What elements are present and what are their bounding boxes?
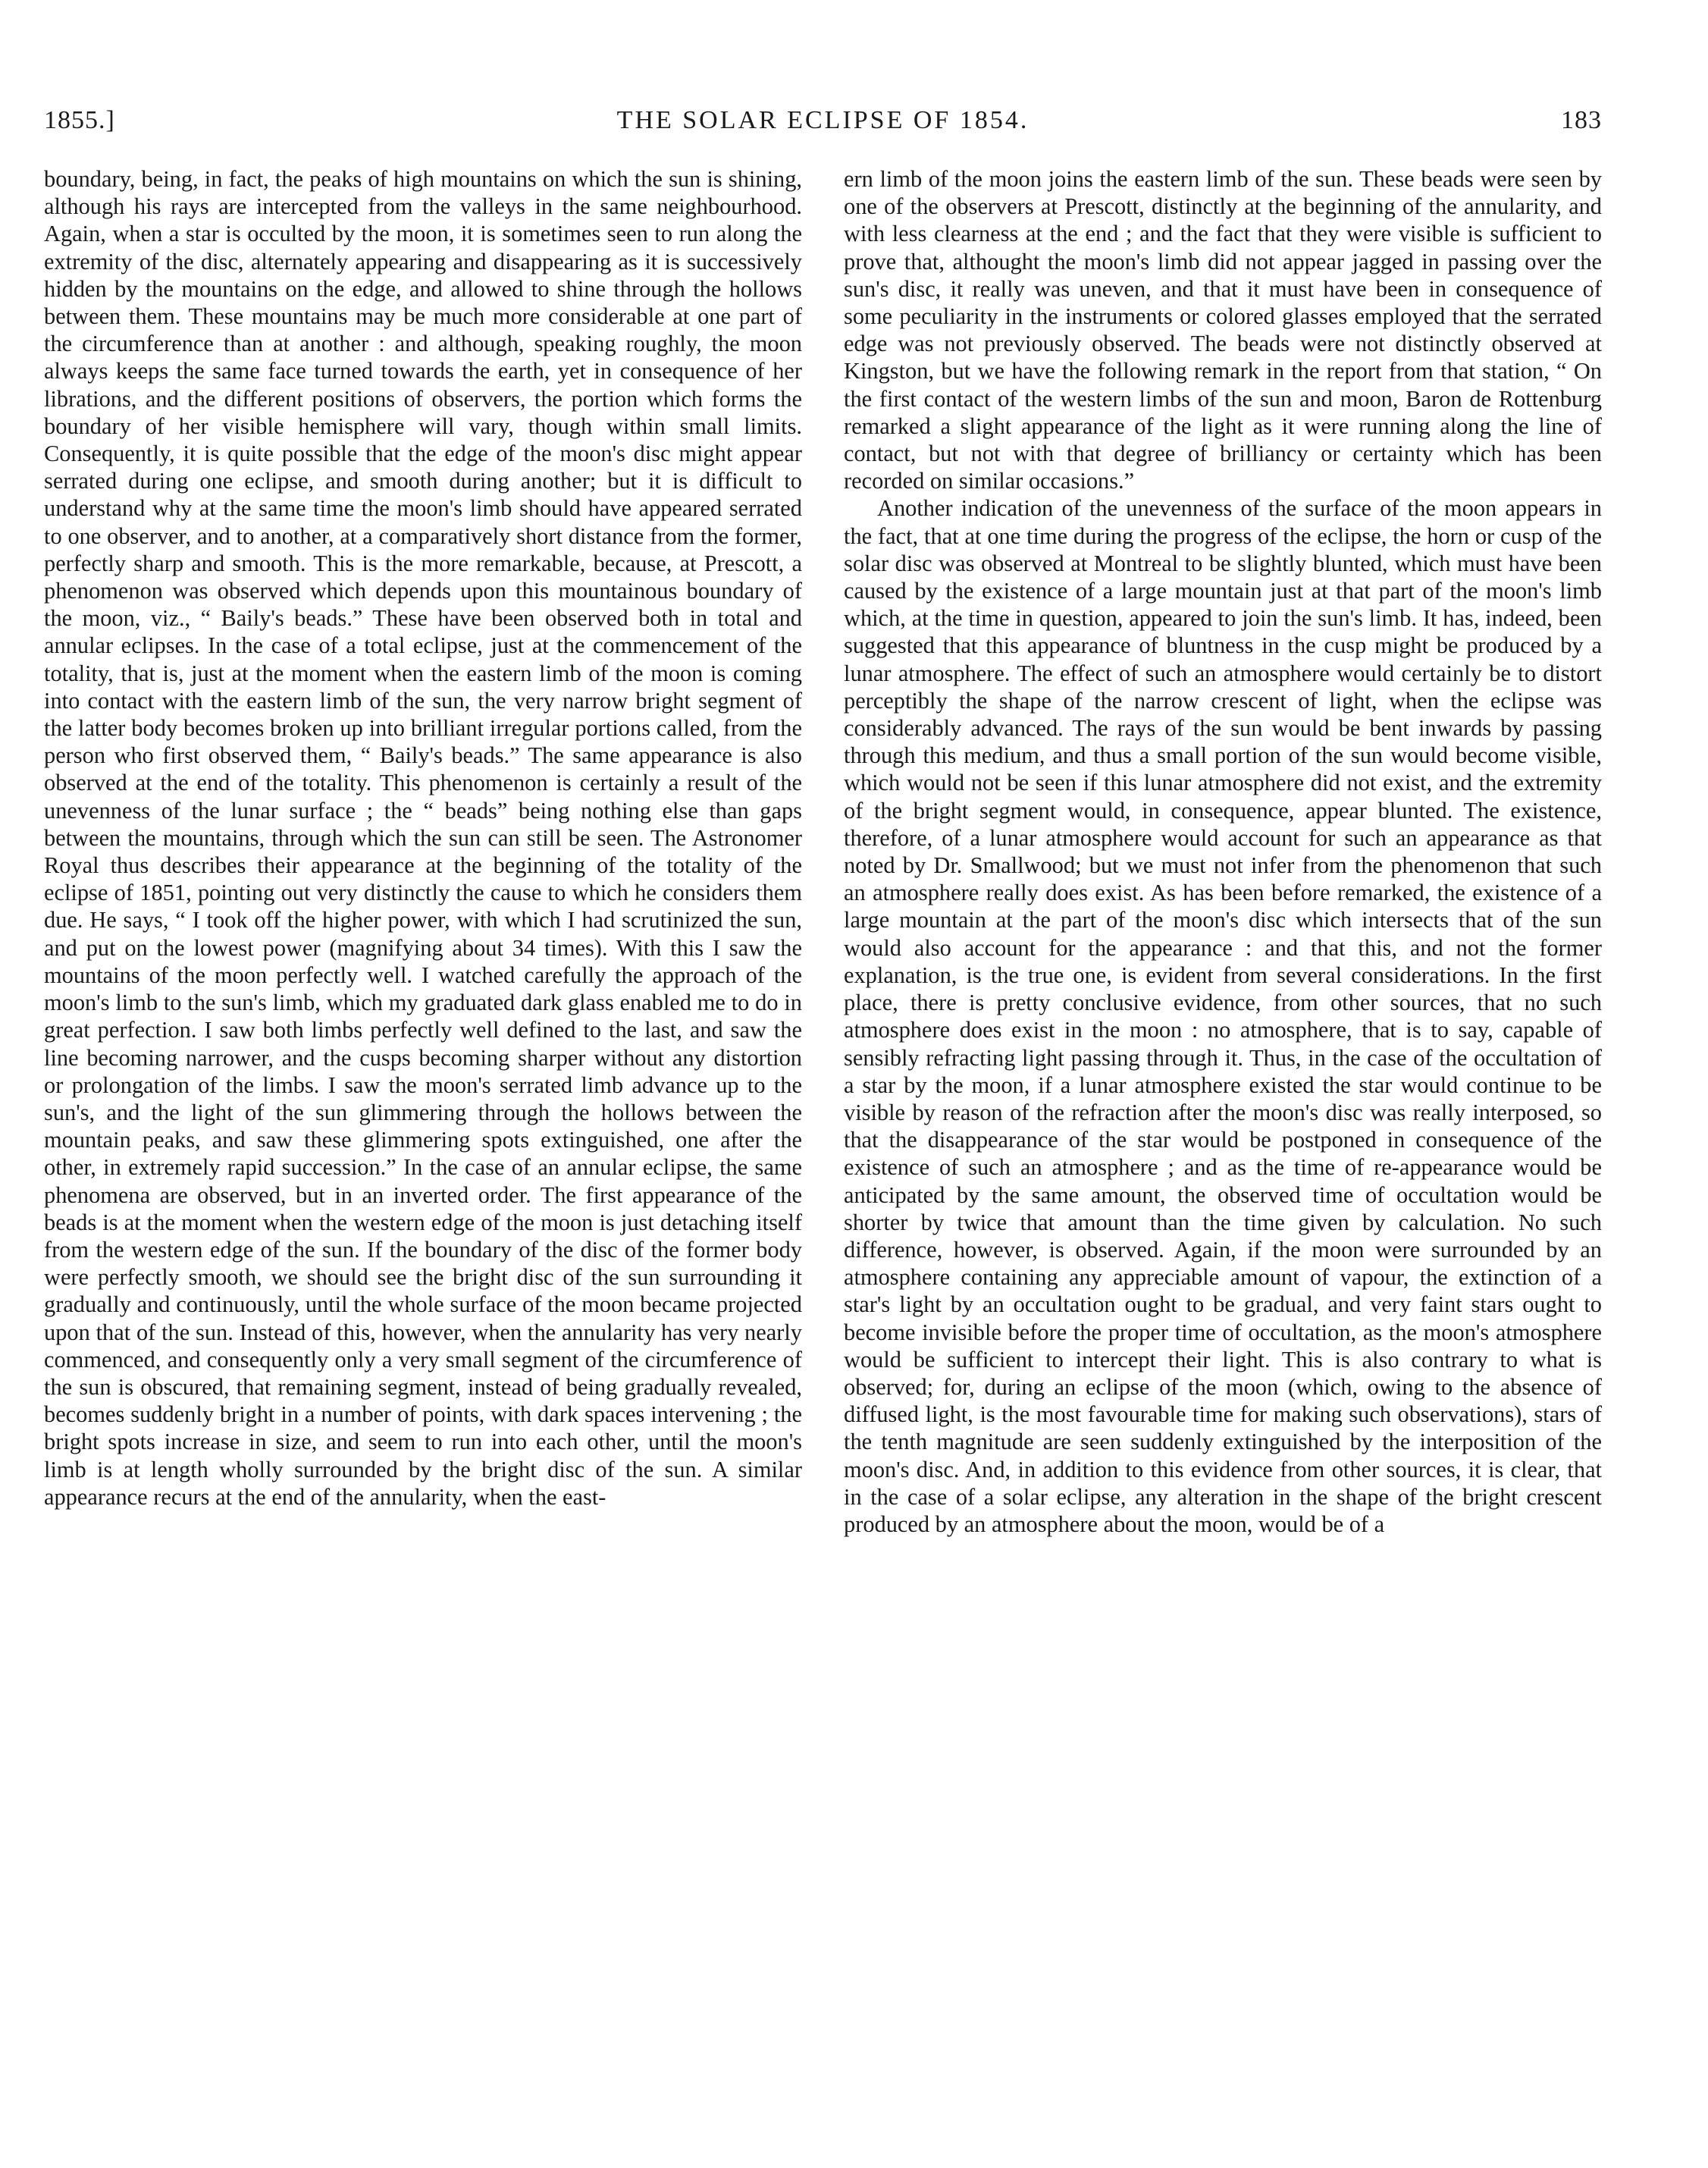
- right-column-paragraph-continued: ern limb of the moon joins the eastern limb of the sun. These beads were seen by one of the observers at Prescott, distinctly at the beginning of the annularity, and with less clearness at the end ; and the fact that they were visible is sufficient to prove that, althought the moon's limb did not appear jagged in passing over the sun's disc, it really was uneven, and that it must have been in consequence of some peculiarity in the instruments or colored glasses employed that the serrated edge was not previously observed. The beads were not distinctly observed at Kingston, but we have the following remark in the report from that station, “ On the first contact of the western limbs of the sun and moon, Baron de Rottenburg remarked a slight appearance of the light as it were running along the line of contact, but not with that degree of brilliancy or certainty which has been recorded on similar occasions.”: [844, 166, 1602, 494]
- right-column-paragraph-new: Another indication of the unevenness of the surface of the moon appears in the fact, that at one time during the progress of the eclipse, the horn or cusp of the solar disc was observed at Montreal to be slightly blunted, which must have been caused by the existence of a large mountain just at that part of the moon's limb which, at the time in question, appeared to join the sun's limb. It has, indeed, been suggested that this appearance of bluntness in the cusp might be produced by a lunar atmosphere. The effect of such an atmosphere would certainly be to distort perceptibly the shape of the narrow crescent of light, when the eclipse was considerably advanced. The rays of the sun would be bent inwards by passing through this medium, and thus a small portion of the sun would become visible, which would not be seen if this lunar atmosphere did not exist, and the extremity of the bright segment would, in consequence, appear blunted. The existence, therefore, of a lunar atmosphere would account for such an appearance as that noted by Dr. Smallwood; but we must not infer from the phenomenon that such an atmosphere really does exist. As has been before remarked, the existence of a large mountain at the part of the moon's disc which intersects that of the sun would also account for the appearance : and that this, and not the former explanation, is the true one, is evident from several considerations. In the first place, there is pretty conclusive evidence, from other sources, that no such atmosphere does exist in the moon : no atmosphere, that is to say, capable of sensibly refracting light passing through it. Thus, in the case of the occultation of a star by the moon, if a lunar atmosphere existed the star would continue to be visible by reason of the refraction after the moon's disc was really interposed, so that the disappearance of the star would be postponed in consequence of the existence of such an atmosphere ; and as the time of re-appearance would be anticipated by the same amount, the observed time of occultation would be shorter by twice that amount than the time given by calculation. No such difference, however, is observed. Again, if the moon were surrounded by an atmosphere containing any appreciable amount of vapour, the extinction of a star's light by an occultation ought to be gradual, and very faint stars ought to become invisible before the proper time of occultation, as the moon's atmosphere would be sufficient to intercept their light. This is also contrary to what is observed; for, during an eclipse of the moon (which, owing to the absence of diffused light, is the most favourable time for making such observations), stars of the tenth magnitude are seen suddenly extinguished by the interposition of the moon's disc. And, in addition to this evidence from other sources, it is clear, that in the case of a solar eclipse, any alteration in the shape of the bright crescent produced by an atmosphere about the moon, would be of a: [844, 495, 1602, 1537]
- right-column: [844, 165, 1602, 1538]
- running-head-year: 1855.]: [44, 106, 115, 134]
- left-column: [44, 165, 802, 1511]
- running-head-title: THE SOLAR ECLIPSE OF 1854.: [616, 106, 1030, 134]
- text-columns: [44, 165, 1602, 2137]
- left-column-paragraph: boundary, being, in fact, the peaks of high mountains on which the sun is shining, although his rays are intercepted from the valleys in the same neighbourhood. Again, when a star is occulted by the moon, it is sometimes seen to run along the extremity of the disc, alternately appearing and disappearing as it is successively hidden by the mountains on the edge, and allowed to shine through the hollows between them. These mountains may be much more considerable at one part of the circumference than at another : and although, speaking roughly, the moon always keeps the same face turned towards the earth, yet in consequence of her librations, and the different positions of observers, the portion which forms the boundary of her visible hemisphere will vary, though within small limits. Consequently, it is quite possible that the edge of the moon's disc might appear serrated during one eclipse, and smooth during another; but it is difficult to understand why at the same time the moon's limb should have appeared serrated to one observer, and to another, at a comparatively short distance from the former, perfectly sharp and smooth. This is the more remarkable, because, at Prescott, a phenomenon was observed which depends upon this mountainous boundary of the moon, viz., “ Baily's beads.” These have been observed both in total and annular eclipses. In the case of a total eclipse, just at the commencement of the totality, that is, just at the moment when the eastern limb of the moon is coming into contact with the eastern limb of the sun, the very narrow bright segment of the latter body becomes broken up into brilliant irregular portions called, from the person who first observed them, “ Baily's beads.” The same appearance is also observed at the end of the totality. This phenomenon is certainly a result of the unevenness of the lunar surface ; the “ beads” being nothing else than gaps between the mountains, through which the sun can still be seen. The Astronomer Royal thus describes their appearance at the beginning of the totality of the eclipse of 1851, pointing out very distinctly the cause to which he considers them due. He says, “ I took off the higher power, with which I had scrutinized the sun, and put on the lowest power (magnifying about 34 times). With this I saw the mountains of the moon perfectly well. I watched carefully the approach of the moon's limb to the sun's limb, which my graduated dark glass enabled me to do in great perfection. I saw both limbs perfectly well defined to the last, and saw the line becoming narrower, and the cusps becoming sharper without any distortion or prolongation of the limbs. I saw the moon's serrated limb advance up to the sun's, and the light of the sun glimmering through the hollows between the mountain peaks, and saw these glimmering spots extinguished, one after the other, in extremely rapid succession.” In the case of an annular eclipse, the same phenomena are observed, but in an inverted order. The first appearance of the beads is at the moment when the western edge of the moon is just detaching itself from the western edge of the sun. If the boundary of the disc of the former body were perfectly smooth, we should see the bright disc of the sun surrounding it gradually and continuously, until the whole surface of the moon became projected upon that of the sun. Instead of this, however, when the annularity has very nearly commenced, and consequently only a very small segment of the circumference of the sun is obscured, that remaining segment, instead of being gradually revealed, becomes suddenly bright in a number of points, with dark spaces intervening ; the bright spots increase in size, and seem to run into each other, until the moon's limb is at length wholly surrounded by the bright disc of the sun. A similar appearance recurs at the end of the annularity, when the east-: [44, 166, 802, 1510]
- journal-page: [44, 106, 1602, 2154]
- page-number: 183: [1561, 106, 1602, 134]
- running-head: [44, 106, 1602, 152]
